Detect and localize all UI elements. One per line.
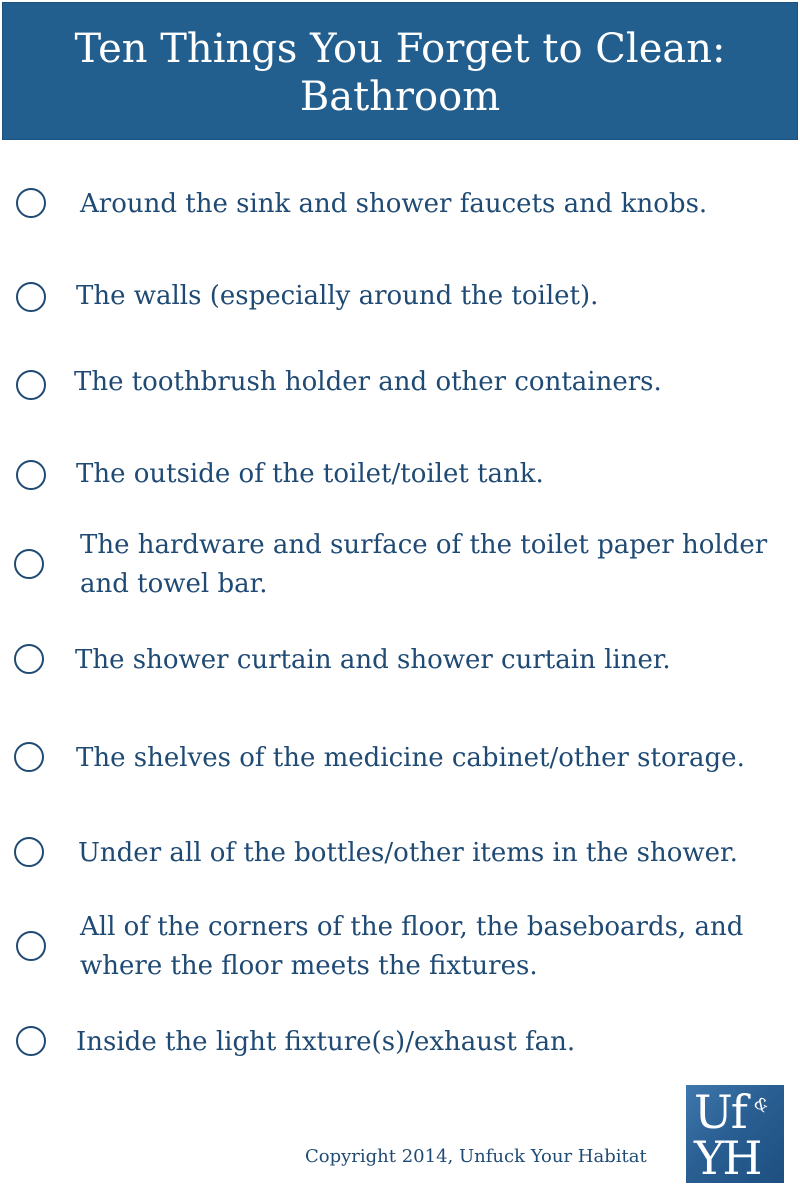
checkbox-circle-icon[interactable] [14,837,44,867]
checkbox-circle-icon[interactable] [16,282,46,312]
checklist-item-text: Under all of the bottles/other items in the shower. [78,838,738,868]
logo-ampersand: & [750,1092,773,1117]
checkbox-circle-icon[interactable] [14,549,44,579]
checklist-item-text: The toothbrush holder and other containers. [74,367,662,397]
checklist-item-text: Inside the light fixture(s)/exhaust fan. [76,1027,576,1057]
logo-text-bottom: YH [694,1131,761,1183]
checklist-item-text: The outside of the toilet/toilet tank. [76,459,544,489]
ufyh-logo [686,1085,784,1183]
page-title-line-1: Ten Things You Forget to Clean: [74,26,726,72]
checklist-item-text-line-2: where the floor meets the fixtures. [80,951,538,981]
page-header [2,2,798,140]
checkbox-circle-icon[interactable] [16,188,46,218]
checkbox-circle-icon[interactable] [14,644,44,674]
checklist-item-text: The hardware and surface of the toilet paper holder [80,530,768,560]
checklist-item-text: The shelves of the medicine cabinet/other storage. [76,743,745,773]
checkbox-circle-icon[interactable] [16,460,46,490]
checklist-item-text: The shower curtain and shower curtain liner. [75,645,671,675]
logo-text-top: Uf [694,1085,746,1139]
checkbox-circle-icon[interactable] [16,931,46,961]
checkbox-circle-icon[interactable] [14,742,44,772]
checklist-item-text: The walls (especially around the toilet). [76,281,599,311]
copyright-text: Copyright 2014, Unfuck Your Habitat [305,1146,647,1167]
checkbox-circle-icon[interactable] [16,1026,46,1056]
checklist-item-text-line-2: and towel bar. [80,569,268,599]
checklist-item-text: Around the sink and shower faucets and knobs. [80,189,708,219]
checkbox-circle-icon[interactable] [16,370,46,400]
page-title-line-2: Bathroom [299,74,501,120]
checklist-item-text: All of the corners of the floor, the baseboards, and [80,912,744,942]
